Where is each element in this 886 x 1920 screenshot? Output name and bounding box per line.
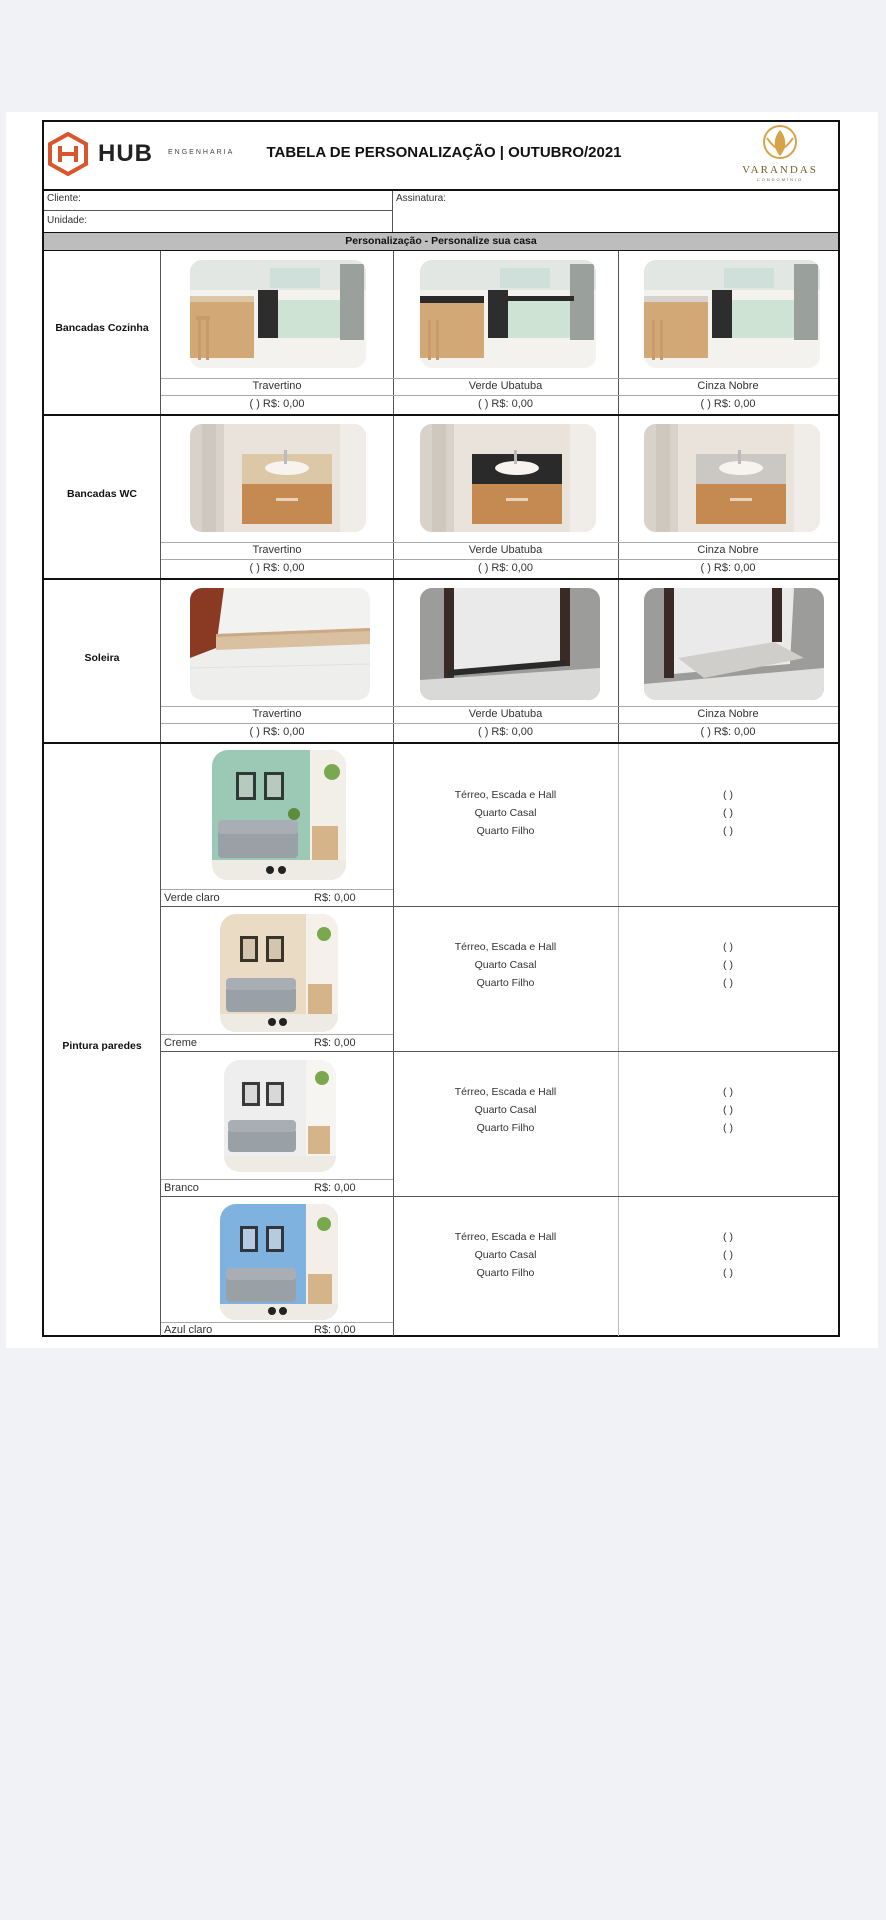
room-item: Quarto Casal	[474, 807, 537, 819]
table-frame	[42, 120, 840, 1337]
cliente-label: Cliente:	[47, 193, 81, 204]
paint-room-checkboxes	[618, 1228, 838, 1282]
room-checkbox[interactable]: ( )	[723, 1086, 733, 1098]
option-name: Travertino	[252, 380, 302, 392]
varandas-leaf-icon	[755, 124, 805, 164]
photo-paint-verde-claro	[212, 750, 346, 880]
hub-brand-sub: ENGENHARIA	[168, 149, 235, 156]
paint-rooms-list	[393, 786, 618, 840]
paint-rooms-list	[393, 1228, 618, 1282]
room-item: Quarto Casal	[474, 1104, 537, 1116]
option-name: Cinza Nobre	[697, 544, 759, 556]
photo-paint-branco	[224, 1060, 336, 1172]
option-price-checkbox[interactable]: ( ) R$: 0,00	[700, 726, 756, 738]
room-checkbox[interactable]: ( )	[723, 941, 733, 953]
varandas-name: VARANDAS	[742, 164, 818, 176]
room-item: Térreo, Escada e Hall	[454, 1086, 557, 1098]
photo-soleira-travertino	[190, 588, 370, 700]
hub-logo	[46, 132, 246, 176]
room-item: Quarto Casal	[474, 959, 537, 971]
assinatura-label: Assinatura:	[396, 193, 447, 204]
room-checkbox[interactable]: ( )	[723, 1249, 733, 1261]
room-item: Quarto Filho	[476, 1122, 535, 1134]
room-checkbox[interactable]: ( )	[723, 1231, 733, 1243]
room-checkbox[interactable]: ( )	[723, 1122, 733, 1134]
option-price-checkbox[interactable]: ( ) R$: 0,00	[249, 562, 305, 574]
room-item: Quarto Filho	[476, 1267, 535, 1279]
category-title-bancadas-wc: Bancadas WC	[66, 488, 138, 500]
room-checkbox[interactable]: ( )	[723, 825, 733, 837]
room-checkbox[interactable]: ( )	[723, 977, 733, 989]
option-price-checkbox[interactable]: ( ) R$: 0,00	[249, 398, 305, 410]
room-item: Quarto Filho	[476, 977, 535, 989]
option-name: Verde Ubatuba	[468, 380, 543, 392]
paint-color-price: R$: 0,00	[314, 1324, 356, 1336]
option-price-checkbox[interactable]: ( ) R$: 0,00	[477, 726, 534, 738]
hub-brand-name: HUB	[98, 140, 153, 167]
paint-rooms-list	[393, 1083, 618, 1137]
cliente-field[interactable]	[104, 191, 392, 208]
photo-paint-creme	[220, 914, 338, 1032]
document-sheet	[6, 112, 878, 1348]
photo-soleira-cinza-nobre	[644, 588, 824, 700]
unidade-label: Unidade:	[47, 215, 88, 226]
paint-room-checkboxes	[618, 938, 838, 992]
room-item: Térreo, Escada e Hall	[454, 941, 557, 953]
photo-soleira-verde-ubatuba	[420, 588, 600, 700]
category-title-pintura-paredes: Pintura paredes	[62, 1040, 142, 1052]
photo-wc-travertino	[190, 424, 366, 532]
paint-color-name: Verde claro	[164, 892, 220, 904]
option-name: Cinza Nobre	[697, 380, 759, 392]
option-price-checkbox[interactable]: ( ) R$: 0,00	[700, 398, 756, 410]
room-item: Térreo, Escada e Hall	[454, 789, 557, 801]
section-title: Personalização - Personalize sua casa	[44, 233, 838, 250]
option-name: Cinza Nobre	[697, 708, 759, 720]
option-name: Verde Ubatuba	[468, 708, 543, 720]
paint-color-price: R$: 0,00	[314, 1037, 356, 1049]
varandas-sub: CONDOMÍNIO	[756, 177, 804, 182]
paint-room-checkboxes	[618, 786, 838, 840]
room-item: Quarto Filho	[476, 825, 535, 837]
option-name: Verde Ubatuba	[468, 544, 543, 556]
hub-logo-icon	[46, 132, 90, 176]
option-price-checkbox[interactable]: ( ) R$: 0,00	[477, 562, 534, 574]
option-price-checkbox[interactable]: ( ) R$: 0,00	[700, 562, 756, 574]
assinatura-field[interactable]	[464, 191, 834, 231]
photo-cozinha-cinza-nobre	[644, 260, 820, 368]
paint-color-price: R$: 0,00	[314, 1182, 356, 1194]
photo-wc-cinza-nobre	[644, 424, 820, 532]
varandas-logo	[730, 122, 830, 184]
option-name: Travertino	[252, 544, 302, 556]
photo-wc-verde-ubatuba	[420, 424, 596, 532]
room-checkbox[interactable]: ( )	[723, 1104, 733, 1116]
paint-room-checkboxes	[618, 1083, 838, 1137]
option-price-checkbox[interactable]: ( ) R$: 0,00	[477, 398, 534, 410]
room-checkbox[interactable]: ( )	[723, 1267, 733, 1279]
page-title: TABELA DE PERSONALIZAÇÃO | OUTUBRO/2021	[266, 144, 622, 161]
paint-rooms-list	[393, 938, 618, 992]
photo-cozinha-travertino	[190, 260, 366, 368]
room-checkbox[interactable]: ( )	[723, 789, 733, 801]
paint-color-name: Creme	[164, 1037, 198, 1049]
room-checkbox[interactable]: ( )	[723, 959, 733, 971]
paint-color-name: Azul claro	[164, 1324, 213, 1336]
paint-color-price: R$: 0,00	[314, 892, 356, 904]
category-title-bancadas-cozinha: Bancadas Cozinha	[55, 322, 149, 334]
room-checkbox[interactable]: ( )	[723, 807, 733, 819]
photo-paint-azul-claro	[220, 1204, 338, 1320]
photo-cozinha-verde-ubatuba	[420, 260, 596, 368]
room-item: Térreo, Escada e Hall	[454, 1231, 557, 1243]
room-item: Quarto Casal	[474, 1249, 537, 1261]
option-name: Travertino	[252, 708, 302, 720]
paint-color-name: Branco	[164, 1182, 199, 1194]
category-title-soleira: Soleira	[84, 652, 120, 664]
option-price-checkbox[interactable]: ( ) R$: 0,00	[249, 726, 305, 738]
unidade-field[interactable]	[104, 212, 392, 229]
